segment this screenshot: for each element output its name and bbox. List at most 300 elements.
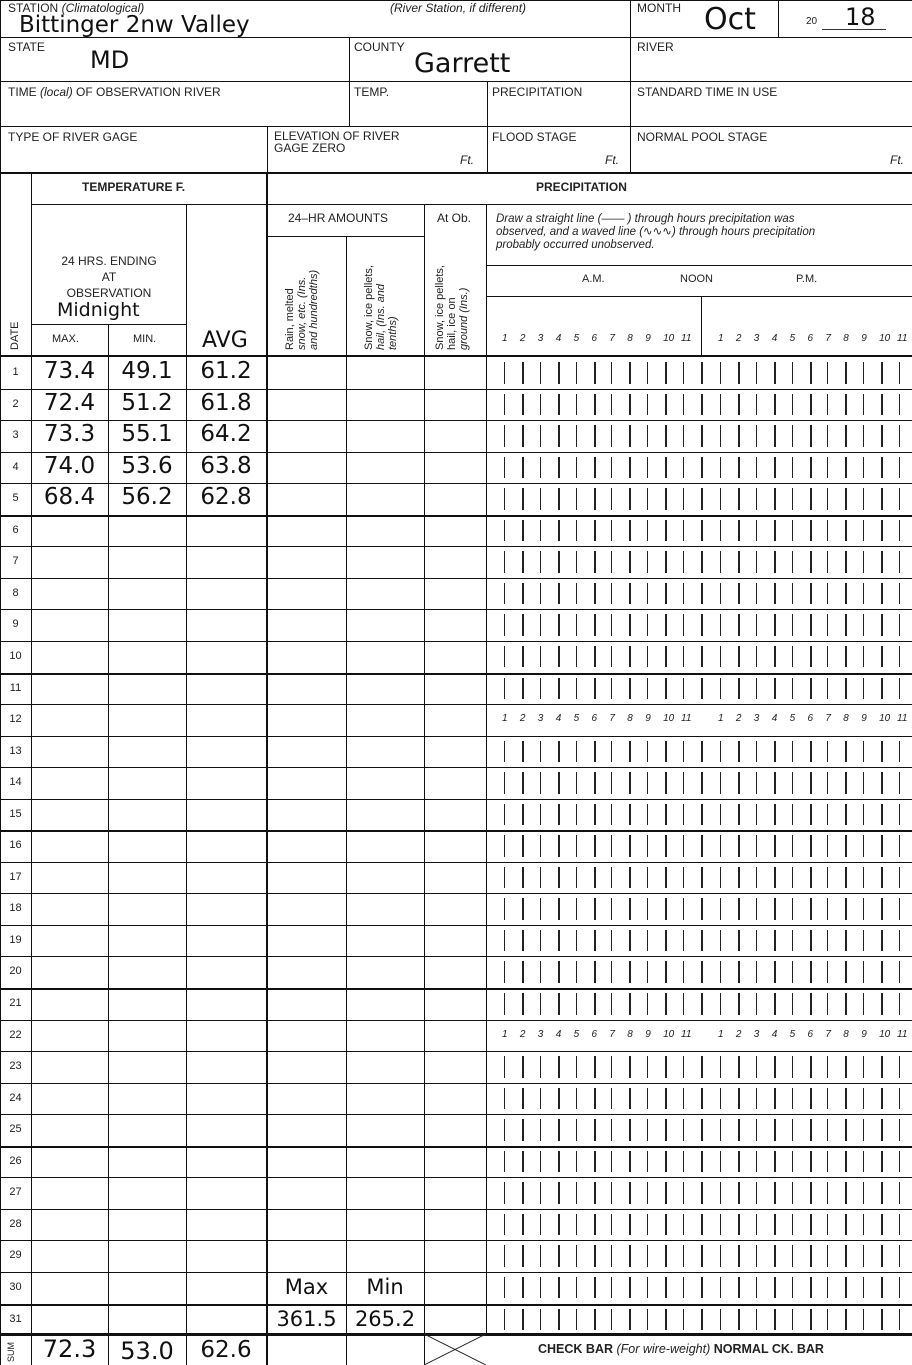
hour-tick [738,457,740,479]
hour-tick [522,898,524,920]
hour-tick [720,961,721,983]
hour-tick [720,583,721,605]
hour-tick [540,835,541,857]
hour-tick [720,1056,721,1078]
hour-tick [522,961,524,983]
hour-tick [540,1088,541,1110]
flood-stage-label: FLOOD STAGE [492,130,577,144]
hour-tick [863,425,864,447]
hour-tick [774,1088,776,1110]
hour-tick [810,394,812,416]
hour-tick [522,741,524,763]
hour-number: 10 [663,713,675,725]
hour-tick [827,425,828,447]
hour-tick [683,835,684,857]
hour-tick [665,1056,667,1078]
hour-tick [576,1088,577,1110]
hour-tick [756,898,757,920]
hour-tick [629,520,631,542]
amounts-label: 24–HR AMOUNTS [288,211,389,225]
hour-tick [701,646,703,668]
row-snow-value: 265.2 [354,1306,416,1331]
hour-tick [576,425,577,447]
hour-tick [756,961,757,983]
hour-tick [683,1309,684,1331]
hour-tick [701,835,703,857]
hour-tick [810,614,812,636]
hour-tick [792,961,793,983]
hour-tick [522,551,524,573]
hour-tick [738,488,740,510]
hour-number: 8 [843,713,849,725]
hour-tick [792,1151,793,1173]
hour-tick [665,867,667,889]
hour-tick [792,930,793,952]
hour-tick [881,1245,883,1267]
hour-tick [863,772,864,794]
hour-tick [647,804,648,826]
hour-tick [540,930,541,952]
hour-tick [629,646,631,668]
state-value: MD [90,46,130,74]
row-date: 27 [9,1186,22,1199]
row-date: 20 [9,965,22,978]
hour-tick [845,1119,847,1141]
hour-tick [774,1277,776,1299]
hour-tick [594,1119,596,1141]
hour-tick [522,1088,524,1110]
hour-tick [827,614,828,636]
hour-tick [594,1056,596,1078]
hour-tick [774,835,776,857]
hour-tick [558,362,560,384]
hour-tick [827,1182,828,1204]
hour-tick [594,678,596,700]
hour-tick [881,1151,883,1173]
hour-tick [756,741,757,763]
hour-tick [881,614,883,636]
row-max-value: 74.0 [43,452,96,479]
hour-tick [881,1277,883,1299]
hour-tick [665,394,667,416]
hour-tick [881,488,883,510]
hour-tick [792,520,793,542]
hour-tick [504,1056,505,1078]
hour-number: 7 [609,333,615,344]
hour-number: 11 [681,713,692,725]
hour-tick [665,772,667,794]
hour-tick [827,772,828,794]
hour-tick [504,1151,505,1173]
hour-tick [792,898,793,920]
hour-number: 1 [718,1028,724,1040]
hour-tick [594,1214,596,1236]
hour-number: 10 [663,1028,675,1040]
row-date: 14 [9,776,22,789]
hour-tick [810,551,812,573]
hour-tick [683,898,684,920]
hour-tick [845,583,847,605]
hour-tick [576,1119,577,1141]
hour-tick [756,457,757,479]
hour-tick [647,1056,648,1078]
hour-tick [899,804,900,826]
hour-tick [647,867,648,889]
hour-tick [522,993,524,1015]
hour-tick [540,1119,541,1141]
hour-tick [756,488,757,510]
hour-tick [629,772,631,794]
hour-tick [611,1119,612,1141]
row-date: 11 [9,681,22,694]
hour-tick [720,614,721,636]
hour-number: 2 [519,333,526,344]
hour-tick [810,425,812,447]
hour-tick [629,394,631,416]
hour-tick [576,930,577,952]
hour-tick [756,425,757,447]
hour-tick [845,993,847,1015]
hour-tick [522,1151,524,1173]
hour-tick [594,583,596,605]
row-date: 25 [9,1123,22,1136]
row-date: 21 [9,997,22,1009]
hour-tick [576,772,577,794]
hour-tick [611,804,612,826]
hour-tick [504,551,505,573]
hour-tick [683,772,684,794]
hour-tick [738,583,740,605]
hour-tick [647,520,648,542]
hour-tick [881,867,883,889]
hour-tick [738,835,740,857]
hour-tick [756,362,757,384]
hour-tick [845,1182,847,1204]
hour-tick [756,804,757,826]
hour-tick [594,835,596,857]
hour-tick [504,1182,505,1204]
hour-tick [522,772,524,794]
hour-tick [504,961,505,983]
hour-tick [504,772,505,794]
hour-tick [683,646,684,668]
hour-tick [738,898,740,920]
hour-tick [594,394,596,416]
hour-tick [522,1214,524,1236]
hour-tick [827,898,828,920]
hour-number: 5 [573,1028,580,1040]
hour-tick [720,1182,721,1204]
hour-tick [845,394,847,416]
hour-tick [647,1119,648,1141]
hour-tick [845,678,847,700]
hour-tick [665,678,667,700]
row-avg-value: 64.2 [200,421,252,448]
row-date: 16 [9,839,22,852]
hour-tick [720,488,721,510]
hour-tick [845,867,847,889]
hour-tick [792,741,793,763]
hour-tick [594,1182,596,1204]
hour-tick [720,425,721,447]
hour-tick [881,898,883,920]
hour-tick [576,741,577,763]
hour-tick [647,1309,648,1331]
hour-tick [881,551,883,573]
hours-ending-label: 24 HRS. ENDING AT OBSERVATION [61,254,157,300]
hour-tick [665,835,667,857]
hour-tick [522,583,524,605]
ground-column-label: Snow, ice pellets, hail, ice on ground (Ins.) [434,265,470,350]
hour-tick [756,1277,757,1299]
hour-tick [611,898,612,920]
hour-tick [881,961,883,983]
hour-number: 7 [825,713,831,725]
hour-tick [845,520,847,542]
hour-tick [720,1277,721,1299]
hour-tick [863,488,864,510]
hour-tick [863,520,864,542]
hour-tick [881,457,883,479]
hour-tick [665,520,667,542]
noon-label: NOON [680,273,713,285]
hour-tick [845,1214,847,1236]
hour-tick [594,961,596,983]
hour-tick [738,551,740,573]
hour-tick [504,867,505,889]
hour-tick [665,930,667,952]
row-avg-value: 61.8 [200,389,252,416]
hour-tick [701,741,703,763]
hour-tick [863,583,864,605]
hour-tick [881,772,883,794]
hour-tick [647,457,648,479]
row-date: 31 [9,1312,22,1325]
hour-tick [629,488,631,510]
row-date: 5 [12,492,19,505]
row-min-value: 53.6 [121,452,173,479]
hour-tick [522,930,524,952]
hour-tick [845,646,847,668]
hour-tick [810,678,812,700]
hour-tick [810,867,812,889]
hour-tick [611,1056,612,1078]
hour-tick [629,614,631,636]
hour-tick [720,804,721,826]
hour-tick [647,488,648,510]
hour-tick [576,993,577,1015]
hour-tick [827,362,828,384]
hour-tick [522,1277,524,1299]
hour-tick [576,1245,577,1267]
hour-tick [576,457,577,479]
hour-tick [720,993,721,1015]
hour-tick [576,551,577,573]
hour-tick [845,772,847,794]
hour-tick [738,1182,740,1204]
row-max-value: 73.4 [43,358,96,384]
hour-tick [576,1056,577,1078]
hour-tick [701,867,703,889]
hour-tick [522,1056,524,1078]
hour-tick [881,930,883,952]
hour-tick [665,551,667,573]
hour-tick [720,457,721,479]
hour-tick [701,804,703,826]
hour-tick [683,993,684,1015]
hour-tick [540,425,541,447]
hour-number: 4 [771,713,778,725]
hour-tick [827,1214,828,1236]
hour-number: 6 [807,713,814,725]
hour-tick [845,1056,847,1078]
row-date: 2 [12,397,19,410]
hour-tick [701,457,703,479]
hour-tick [683,1277,684,1299]
hour-tick [629,551,631,573]
hour-tick [594,993,596,1015]
hour-tick [756,614,757,636]
hour-tick [881,835,883,857]
hour-tick [827,646,828,668]
hour-tick [558,741,560,763]
hour-tick [558,993,560,1015]
min-label: MIN. [133,333,157,345]
hour-tick [881,1309,883,1331]
hour-tick [701,993,703,1015]
hour-tick [683,583,684,605]
hour-tick [647,425,648,447]
hour-tick [827,1151,828,1173]
station-value: Bittinger 2nw Valley [19,12,250,38]
hour-tick [665,614,667,636]
hour-tick [845,1245,847,1267]
hour-number: 11 [897,1028,908,1040]
hour-tick [756,1309,757,1331]
hour-tick [504,804,505,826]
hour-tick [540,520,541,542]
hour-number: 8 [627,713,633,725]
hour-tick [899,1214,900,1236]
hour-tick [701,520,703,542]
hour-tick [576,804,577,826]
hour-tick [558,1214,560,1236]
hour-tick [594,614,596,636]
hour-tick [683,551,684,573]
hour-tick [792,614,793,636]
hour-tick [611,961,612,983]
hour-tick [774,583,776,605]
hour-tick [558,1088,560,1110]
row-avg-value: 62.8 [200,484,252,511]
hour-number: 1 [502,1028,508,1040]
hour-tick [738,678,740,700]
hour-tick [522,457,524,479]
hour-tick [558,1151,560,1173]
hour-tick [629,583,631,605]
hour-tick [701,488,703,510]
hour-tick [558,961,560,983]
state-label: STATE [8,40,45,54]
hour-tick [845,551,847,573]
precipitation-label: PRECIPITATION [492,85,583,99]
hour-tick [540,1245,541,1267]
hour-tick [665,1088,667,1110]
hour-tick [665,425,667,447]
hour-tick [647,993,648,1015]
hour-number: 5 [789,713,796,725]
hour-tick [756,1151,757,1173]
hour-tick [863,551,864,573]
hour-tick [540,741,541,763]
hour-tick [701,583,703,605]
hour-tick [792,678,793,700]
hour-tick [774,488,776,510]
hour-tick [629,930,631,952]
hour-number: 9 [861,1028,867,1040]
hour-tick [504,898,505,920]
hour-tick [576,1151,577,1173]
hour-tick [701,898,703,920]
hour-tick [756,1214,757,1236]
hour-tick [810,1119,812,1141]
hour-tick [899,457,900,479]
hour-tick [629,1309,631,1331]
hour-tick [756,867,757,889]
hour-tick [576,583,577,605]
hour-tick [683,930,684,952]
hour-tick [720,1309,721,1331]
hour-tick [540,867,541,889]
hour-tick [827,1088,828,1110]
hour-number: 6 [591,1028,598,1040]
hour-tick [504,583,505,605]
hour-tick [881,741,883,763]
hour-tick [701,930,703,952]
hour-tick [792,1277,793,1299]
hour-tick [558,614,560,636]
precipitation-title: PRECIPITATION [536,180,627,194]
hour-tick [774,1214,776,1236]
hour-tick [863,362,864,384]
hour-tick [594,1277,596,1299]
hour-tick [792,835,793,857]
hour-tick [665,1119,667,1141]
hour-tick [881,1182,883,1204]
row-date: 23 [9,1060,22,1073]
hour-tick [611,741,612,763]
hour-tick [629,425,631,447]
hour-tick [738,772,740,794]
hour-tick [683,1214,684,1236]
hour-tick [899,583,900,605]
hour-tick [611,1182,612,1204]
max-label: MAX. [52,333,79,345]
hour-tick [899,930,900,952]
hour-tick [594,1245,596,1267]
hour-tick [863,457,864,479]
hour-tick [845,741,847,763]
row-min-value: 55.1 [121,421,173,448]
hour-tick [738,614,740,636]
hour-tick [611,425,612,447]
hour-tick [810,646,812,668]
hour-tick [899,1056,900,1078]
hour-tick [611,551,612,573]
hour-tick [810,1245,812,1267]
hour-tick [899,1088,900,1110]
hour-tick [881,583,883,605]
